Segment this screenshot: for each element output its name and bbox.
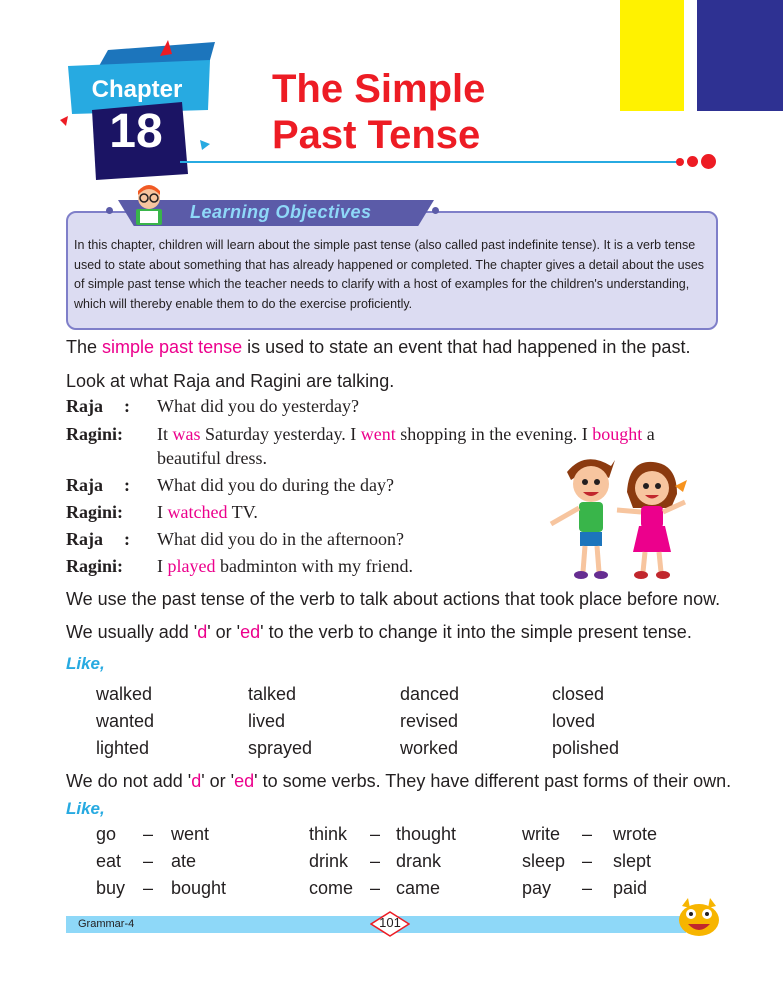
- lo-dot-right: [432, 207, 439, 214]
- intro-paragraph: [66, 337, 690, 358]
- regular-verb: talked: [248, 684, 297, 704]
- verb-dash: –: [143, 824, 154, 844]
- past-tense-paragraph: We use the past tense of the verb to talk about actions that took place before now.: [66, 589, 721, 609]
- dialogue-line: I played badminton with my friend.: [157, 556, 413, 576]
- verb-past: went: [171, 824, 210, 844]
- verb-past: wrote: [613, 824, 658, 844]
- intro-pre: The: [66, 337, 103, 357]
- boy-figure: [551, 459, 615, 579]
- girl-figure: [617, 462, 687, 579]
- speaker-raja: Raja: [66, 529, 103, 549]
- chapter-number: 18: [109, 105, 163, 158]
- regular-verb: sprayed: [248, 738, 313, 758]
- dialogue-line: What did you do during the day?: [157, 475, 394, 495]
- verb-past: paid: [613, 878, 648, 898]
- regular-verb: danced: [400, 684, 460, 704]
- student-reading-icon: [128, 183, 170, 227]
- like-label: Like,: [66, 799, 105, 818]
- verb-present: pay: [522, 878, 552, 898]
- regular-verb: wanted: [96, 711, 155, 731]
- title-rule: [180, 161, 680, 163]
- verb-present: drink: [309, 851, 349, 871]
- verb-past: thought: [396, 824, 457, 844]
- verb-present: come: [309, 878, 354, 898]
- intro-post: is used to state an event that had happened in the past.: [242, 337, 691, 357]
- verb-dash: –: [370, 824, 381, 844]
- irregular-paragraph: We do not add 'd' or 'ed' to some verbs. They have different past forms of their own.: [66, 771, 732, 791]
- speaker-raja: Raja: [66, 475, 103, 495]
- verb-present: sleep: [522, 851, 566, 871]
- speaker-raja: Raja: [66, 396, 103, 416]
- dialogue-line: I watched TV.: [157, 502, 258, 522]
- verb-past: bought: [171, 878, 227, 898]
- learning-objectives-heading: Learning Objectives: [190, 202, 372, 222]
- verb-dash: –: [582, 824, 593, 844]
- page-title: [272, 66, 485, 158]
- dialogue-line: What did you do yesterday?: [157, 396, 359, 416]
- page-number: 101: [379, 915, 401, 930]
- lo-dot-left: [106, 207, 113, 214]
- dialogue-line: What did you do in the afternoon?: [157, 529, 404, 549]
- verb-dash: –: [370, 851, 381, 871]
- title-line-1: The Simple: [272, 67, 486, 111]
- like-label: Like,: [66, 654, 105, 673]
- children-illustration: [545, 452, 705, 582]
- regular-verb: revised: [400, 711, 459, 731]
- mascot-icon: [676, 896, 722, 938]
- dialogue-intro: Look at what Raja and Ragini are talking.: [66, 371, 395, 391]
- rule-dot-small: [676, 158, 684, 166]
- verb-dash: –: [582, 851, 593, 871]
- speaker-colon: :: [124, 529, 130, 549]
- verb-past: came: [396, 878, 441, 898]
- regular-verb: loved: [552, 711, 596, 731]
- verb-dash: –: [143, 851, 154, 871]
- verb-present: go: [96, 824, 117, 844]
- regular-verb: closed: [552, 684, 605, 704]
- regular-verb: polished: [552, 738, 620, 758]
- verb-dash: –: [143, 878, 154, 898]
- speaker-ragini: Ragini:: [66, 424, 124, 444]
- regular-verb: walked: [96, 684, 153, 704]
- decor-navy-bar: [697, 0, 783, 111]
- verb-present: eat: [96, 851, 122, 871]
- verb-past: drank: [396, 851, 442, 871]
- title-line-2: Past Tense: [272, 113, 481, 157]
- speaker-ragini: Ragini:: [66, 556, 124, 576]
- footer-book-name: Grammar-4: [78, 918, 135, 930]
- dialogue-line: It was Saturday yesterday. I went shopping in the evening. I bought a: [157, 424, 655, 444]
- speaker-colon: :: [124, 396, 130, 416]
- learning-objectives-text: In this chapter, children will learn about the simple past tense (also called past indefinite tense). It is a verb tense used to state about something that has already happened or completed. The chapter gives a detail about the uses of simple past tense which the teacher needs to clarify with a host of examples for the children's understanding, which will thereby enable them to do the exercise proficiently.: [74, 238, 705, 311]
- regular-verb: worked: [400, 738, 459, 758]
- regular-verb: lighted: [96, 738, 150, 758]
- chapter-label: Chapter: [91, 76, 183, 103]
- verb-present: write: [522, 824, 561, 844]
- speaker-ragini: Ragini:: [66, 502, 124, 522]
- rule-dot-medium: [687, 156, 698, 167]
- verb-present: buy: [96, 878, 126, 898]
- add-ed-paragraph: We usually add 'd' or 'ed' to the verb to change it into the simple present tense.: [66, 622, 692, 642]
- verb-past: ate: [171, 851, 197, 871]
- verb-present: think: [309, 824, 348, 844]
- verb-dash: –: [582, 878, 593, 898]
- verb-past: slept: [613, 851, 652, 871]
- intro-highlight: simple past tense: [102, 337, 243, 357]
- rule-dot-large: [701, 154, 716, 169]
- dialogue-line-continued: beautiful dress.: [157, 448, 267, 468]
- speaker-colon: :: [124, 475, 130, 495]
- decor-yellow-bar: [620, 0, 684, 111]
- regular-verb: lived: [248, 711, 286, 731]
- verb-dash: –: [370, 878, 381, 898]
